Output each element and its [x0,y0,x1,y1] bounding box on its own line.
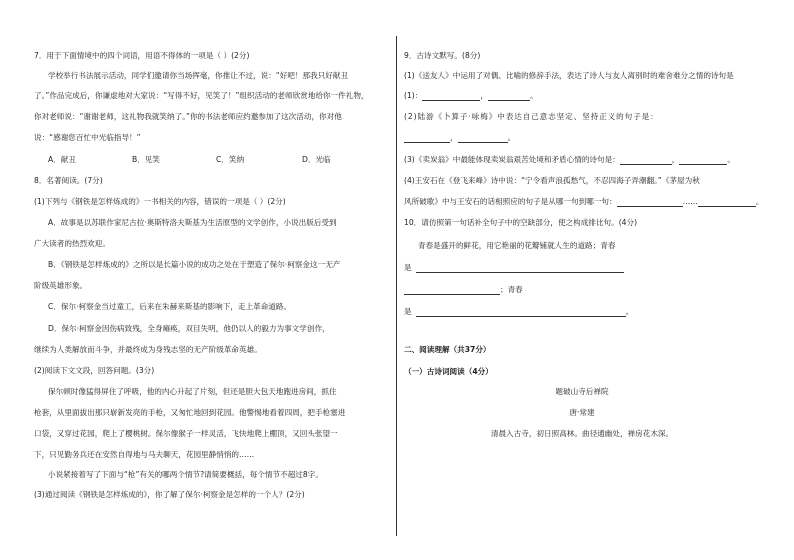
period: 。 [625,307,634,316]
q7-line: 学校举行书法展示活动，同学们邀请你当场挥毫，你推让不过，说：“好吧！那我只好献丑 [48,71,349,80]
poem-line: 清晨入古寺，初日照高林。曲径通幽处，禅房花木深。 [490,429,674,438]
q10-line2 [404,262,624,273]
q10-title: 10．请仿照第一句话补全句子中的空缺部分，使之构成排比句。(4分) [404,218,638,227]
answer-blank[interactable] [679,156,727,165]
q8-option-a: A．故事是以苏联作家尼古拉·奥斯特洛夫斯基为生活原型的文学创作，小说出版后受到 [48,218,337,227]
answer-blank[interactable] [698,198,756,207]
q10-line1: 青春是盛开的鲜花，用它艳丽的花瓣铺就人生的道路；青春 [418,241,616,250]
answer-blank[interactable] [416,308,626,317]
q8-passage-line: 保尔顿时像猛得屏住了呼吸，他的内心升起了片刻，但还是胆大包天地跑进房间，抓住 [48,387,337,396]
q9-item2-answer [404,132,515,143]
q8-sub2: (2)阅读下文文段，回答问题。(3分) [34,366,155,375]
q8-passage-line: 口袋，又穿过花园，爬上了樱桃树。保尔像猴子一样灵活，飞快地爬上棚顶，又回头张望一 [34,429,338,438]
comma: ， [450,133,458,142]
q9-item1-prefix: (1)： [404,91,423,100]
q10-line3 [404,284,523,295]
q7-option-c: C．笑纳 [216,155,245,164]
q9-item3 [404,154,735,165]
answer-blank[interactable] [458,134,508,143]
q8-option-c: C．保尔·柯察金当过童工，后来在朱赫来斯基的影响下，走上革命道路。 [48,302,292,311]
column-divider [396,36,397,536]
q9-item3-text: (3)《卖炭翁》中最能体现卖炭翁艰苦处境和矛盾心情的诗句是： [404,155,620,164]
poem-author: 唐·常建 [569,408,595,417]
qingchun-label: ；青春 [500,285,523,294]
q7-line: 了。”作品完成后，你谦虚地对大家说：“写得不好，见笑了！”组织活动的老师欣赏地给你一件礼物， [34,91,369,100]
q9-item2: (2)陆游《卜算子·咏梅》中表达自己意志坚定、坚持正义的句子是： [404,112,659,121]
answer-blank[interactable] [404,134,450,143]
period: 。 [727,155,735,164]
answer-blank[interactable] [488,92,530,101]
q7-title: 7．用于下面情境中的四个词语，用语不得体的一项是（ ）(2分) [34,51,250,60]
period: 。 [507,133,516,142]
q8-sub1: (1)下列与《钢铁是怎样炼成的》一书相关的内容，错误的一项是（ ）(2分) [34,197,286,206]
q7-option-b: B．见笑 [132,155,160,164]
q9-item4: (4)王安石在《登飞来峰》诗中说：“宁令看声浪孤愁气，不忍四海子弄潮翻。”《茅屋为秋 [404,176,700,185]
q8-sub3: (3)通过阅读《钢铁是怎样炼成的》，你了解了保尔·柯察金是怎样的一个人？(2分) [34,490,305,499]
q8-option-a-cont: 广大读者的热烈欢迎。 [34,239,110,248]
comma: ， [671,155,680,164]
q7-line: 说：“感谢您百忙中光临指导！” [34,133,141,142]
q8-title: 8．名著阅读。(7分) [34,176,103,185]
q9-item4-text: 风所破歌》中与王安石的话相照应的句子是从哪一句到哪一句： [404,197,617,206]
answer-blank[interactable] [620,156,672,165]
q7-line: 你对老师说：“谢谢老师，这礼物我就笑纳了。”你的书法老师应约邀参加了这次活动，你对他 [34,112,342,121]
comma: ， [480,91,488,100]
answer-blank[interactable] [416,264,624,273]
q8-passage-line: 下，只见勤务兵还在安然自得地与马夫聊天，花园里静悄悄的…… [34,450,255,459]
answer-blank[interactable] [404,286,500,295]
ellipsis: …… [682,197,698,206]
poem-title: 题破山寺后禅院 [555,387,609,396]
q8-passage-line: 枪套，从里面拔出那只崭新发亮的手枪，又匆忙地回到花园。他警惕地看着四周，把手枪塞进 [34,408,346,417]
q8-option-b: B．《钢铁是怎样炼成的》之所以是长篇小说的成功之处在于塑造了保尔·柯察金这一无产 [48,260,341,269]
q9-item1: (1)《送友人》中运用了对偶、比喻的修辞手法，表达了诗人与友人离别时的难舍难分之情的诗句是 [404,71,734,80]
section2-title: 二、阅读理解（共37分） [404,345,491,354]
q7-option-a: A．献丑 [48,155,76,164]
q8-question: 小说紧接着写了下面与“枪”有关的哪两个情节?请简要概括，每个情节不超过8字。 [48,470,323,479]
answer-blank[interactable] [617,198,683,207]
q8-option-b-cont: 阶级英雄形象。 [34,281,88,290]
q9-item4-cont [404,196,763,207]
shi-label: 是 [404,307,412,316]
period: 。 [529,91,538,100]
answer-blank[interactable] [422,92,480,101]
section2-subtitle: （一）古诗词阅读（4分） [404,367,493,376]
period: 。 [755,197,764,206]
q7-option-d: D．光临 [302,155,331,164]
q8-option-d-cont: 继续为人类解放而斗争，并最终成为身残志坚的无产阶级革命英雄。 [34,345,262,354]
shi-label: 是 [404,263,412,272]
q10-line4 [404,306,633,317]
q9-item1-answer [404,90,538,101]
q9-title: 9．古诗文默写。(8分) [404,51,481,60]
q8-option-d: D．保尔·柯察金因伤病致残，全身瘫痪，双目失明，他仍以人的毅力为事文学创作， [48,324,330,333]
